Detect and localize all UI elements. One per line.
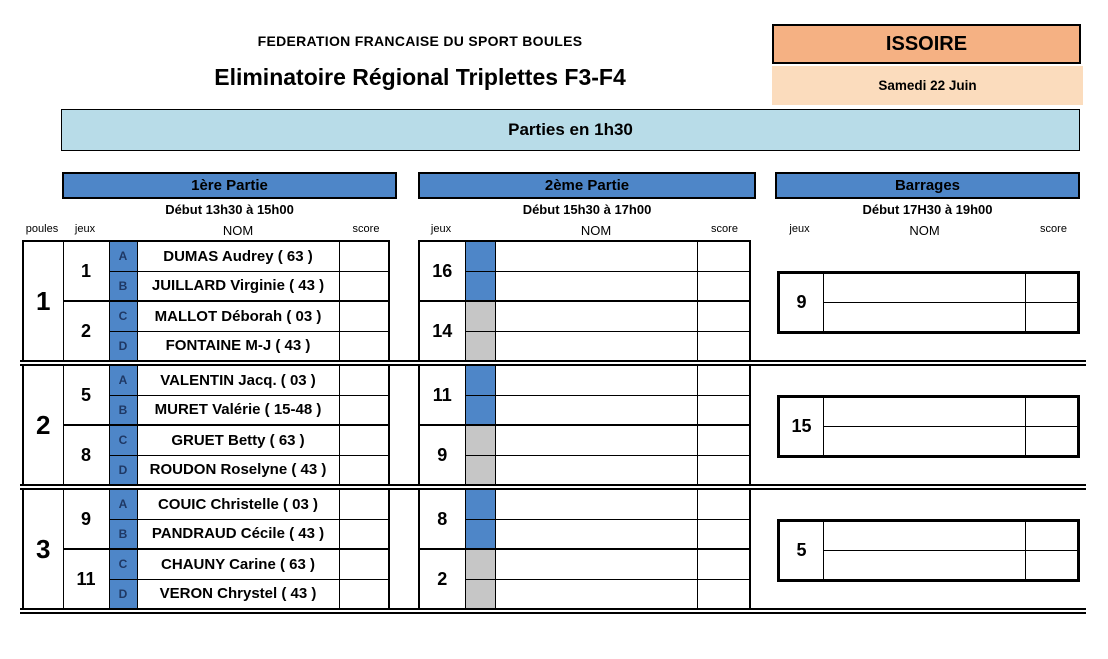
jeu-number: 15 — [779, 397, 824, 457]
barrage-table-1 — [777, 271, 1080, 334]
location-box: ISSOIRE — [772, 24, 1081, 64]
empty-score-cell — [697, 241, 750, 271]
score-cell — [339, 489, 389, 519]
duration-banner: Parties en 1h30 — [61, 109, 1080, 151]
team-letter: A — [109, 365, 137, 395]
jeu-number: 8 — [419, 489, 465, 549]
empty-name-cell — [495, 455, 697, 485]
jeu-number: 9 — [63, 489, 109, 549]
jeu-number: 8 — [63, 425, 109, 485]
player-name: VERON Chrystel ( 43 ) — [137, 579, 339, 609]
highlight-cell-blue — [465, 365, 495, 395]
score-cell — [339, 519, 389, 549]
team-letter: C — [109, 301, 137, 331]
empty-name-cell — [824, 427, 1026, 457]
player-name: COUIC Christelle ( 03 ) — [137, 489, 339, 519]
empty-name-cell — [495, 519, 697, 549]
empty-score-cell — [697, 519, 750, 549]
jeu-number: 5 — [63, 365, 109, 425]
score-cell — [339, 395, 389, 425]
score-cell — [339, 579, 389, 609]
time-barrages: Début 17H30 à 19h00 — [862, 202, 993, 217]
player-name: CHAUNY Carine ( 63 ) — [137, 549, 339, 579]
empty-name-cell — [824, 551, 1026, 581]
empty-name-cell — [495, 489, 697, 519]
empty-name-cell — [495, 301, 697, 331]
empty-name-cell — [495, 395, 697, 425]
event-title: Eliminatoire Régional Triplettes F3-F4 — [214, 64, 626, 90]
date-box: Samedi 22 Juin — [772, 66, 1083, 105]
partie1-poule2-table — [22, 364, 390, 486]
partie1-poule2-group — [22, 364, 390, 486]
empty-name-cell — [495, 331, 697, 361]
section-header-partie2: 2ème Partie — [418, 172, 756, 199]
empty-score-cell — [1026, 303, 1079, 333]
jeu-number: 1 — [63, 241, 109, 301]
col-label-nom-3: NOM — [909, 223, 940, 238]
col-label-jeux-3: jeux — [789, 223, 810, 235]
player-name: GRUET Betty ( 63 ) — [137, 425, 339, 455]
highlight-cell-gray — [465, 331, 495, 361]
score-cell — [339, 365, 389, 395]
empty-score-cell — [1026, 427, 1079, 457]
highlight-cell-blue — [465, 395, 495, 425]
poule-number: 1 — [23, 241, 63, 361]
team-letter: D — [109, 455, 137, 485]
empty-score-cell — [1026, 397, 1079, 427]
col-label-nom-1: NOM — [222, 223, 254, 238]
empty-score-cell — [697, 425, 750, 455]
empty-name-cell — [824, 273, 1026, 303]
section-header-barrages: Barrages — [775, 172, 1080, 199]
team-letter: B — [109, 519, 137, 549]
empty-score-cell — [1026, 273, 1079, 303]
barrage-match-3 — [777, 519, 1080, 582]
col-label-score-2: score — [711, 223, 738, 235]
col-label-jeux-2: jeux — [430, 223, 452, 235]
empty-score-cell — [697, 271, 750, 301]
jeu-number: 14 — [419, 301, 465, 361]
partie1-poule1-table — [22, 240, 390, 362]
score-cell — [339, 425, 389, 455]
partie2-poule3-group — [418, 488, 751, 610]
empty-name-cell — [495, 579, 697, 609]
empty-score-cell — [1026, 521, 1079, 551]
empty-score-cell — [697, 331, 750, 361]
empty-score-cell — [697, 365, 750, 395]
player-name: FONTAINE M-J ( 43 ) — [137, 331, 339, 361]
barrage-match-2 — [777, 395, 1080, 458]
team-letter: C — [109, 549, 137, 579]
highlight-cell-blue — [465, 271, 495, 301]
player-name: ROUDON Roselyne ( 43 ) — [137, 455, 339, 485]
partie2-poule1-table — [418, 240, 751, 362]
empty-score-cell — [697, 549, 750, 579]
section-header-partie1: 1ère Partie — [62, 172, 397, 199]
player-name: MALLOT Déborah ( 03 ) — [137, 301, 339, 331]
team-letter: A — [109, 241, 137, 271]
highlight-cell-gray — [465, 455, 495, 485]
empty-name-cell — [495, 425, 697, 455]
empty-name-cell — [495, 365, 697, 395]
barrage-table-3 — [777, 519, 1080, 582]
jeu-number: 9 — [419, 425, 465, 485]
federation-title: FEDERATION FRANCAISE DU SPORT BOULES — [257, 33, 583, 49]
highlight-cell-gray — [465, 549, 495, 579]
jeu-number: 16 — [419, 241, 465, 301]
empty-score-cell — [1026, 551, 1079, 581]
player-name: PANDRAUD Cécile ( 43 ) — [137, 519, 339, 549]
empty-name-cell — [824, 521, 1026, 551]
empty-score-cell — [697, 301, 750, 331]
empty-name-cell — [824, 303, 1026, 333]
highlight-cell-blue — [465, 489, 495, 519]
col-label-nom-2: NOM — [580, 223, 612, 238]
empty-name-cell — [495, 271, 697, 301]
highlight-cell-gray — [465, 579, 495, 609]
partie2-poule2-group — [418, 364, 751, 486]
team-letter: A — [109, 489, 137, 519]
empty-name-cell — [495, 241, 697, 271]
col-label-score-1: score — [352, 223, 380, 235]
empty-score-cell — [697, 489, 750, 519]
highlight-cell-blue — [465, 519, 495, 549]
col-label-jeux-1: jeux — [74, 223, 96, 235]
player-name: JUILLARD Virginie ( 43 ) — [137, 271, 339, 301]
barrage-match-1 — [777, 271, 1080, 334]
score-cell — [339, 549, 389, 579]
score-cell — [339, 331, 389, 361]
jeu-number: 2 — [63, 301, 109, 361]
jeu-number: 11 — [419, 365, 465, 425]
partie1-poule1-group — [22, 240, 390, 362]
time-partie2: Début 15h30 à 17h00 — [522, 202, 652, 217]
score-cell — [339, 301, 389, 331]
empty-name-cell — [824, 397, 1026, 427]
partie2-poule3-table — [418, 488, 751, 610]
poule-number: 2 — [23, 365, 63, 485]
partie2-poule2-table — [418, 364, 751, 486]
player-name: DUMAS Audrey ( 63 ) — [137, 241, 339, 271]
highlight-cell-blue — [465, 241, 495, 271]
time-partie1: Début 13h30 à 15h00 — [165, 202, 294, 217]
jeu-number: 5 — [779, 521, 824, 581]
highlight-cell-gray — [465, 301, 495, 331]
empty-score-cell — [697, 455, 750, 485]
highlight-cell-gray — [465, 425, 495, 455]
team-letter: B — [109, 395, 137, 425]
partie2-poule1-group — [418, 240, 751, 362]
partie1-poule3-group — [22, 488, 390, 610]
partie1-poule3-table — [22, 488, 390, 610]
score-cell — [339, 271, 389, 301]
player-name: VALENTIN Jacq. ( 03 ) — [137, 365, 339, 395]
score-cell — [339, 455, 389, 485]
empty-score-cell — [697, 579, 750, 609]
empty-score-cell — [697, 395, 750, 425]
jeu-number: 9 — [779, 273, 824, 333]
col-label-poules: poules — [25, 223, 59, 235]
jeu-number: 2 — [419, 549, 465, 609]
score-cell — [339, 241, 389, 271]
col-label-score-3: score — [1040, 223, 1067, 235]
poule-number: 3 — [23, 489, 63, 609]
team-letter: C — [109, 425, 137, 455]
team-letter: D — [109, 331, 137, 361]
empty-name-cell — [495, 549, 697, 579]
team-letter: D — [109, 579, 137, 609]
barrage-table-2 — [777, 395, 1080, 458]
team-letter: B — [109, 271, 137, 301]
jeu-number: 11 — [63, 549, 109, 609]
player-name: MURET Valérie ( 15-48 ) — [137, 395, 339, 425]
